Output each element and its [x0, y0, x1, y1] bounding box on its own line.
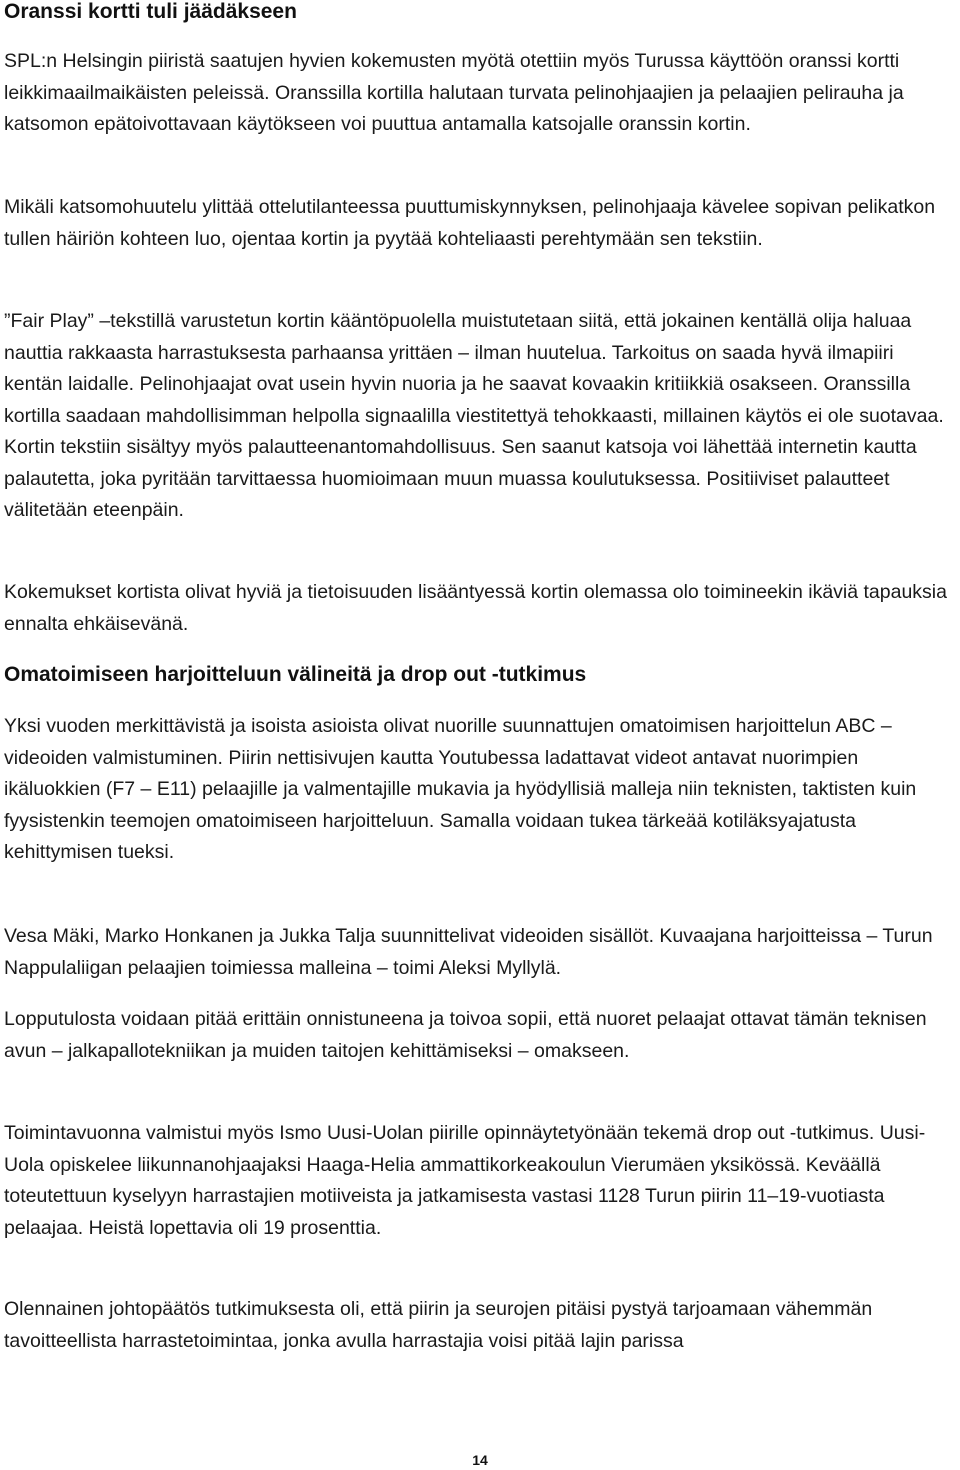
paragraph-orange-card-intro: SPL:n Helsingin piiristä saatujen hyvien kokemusten myötä otettiin myös Turussa käyttöön oranssi kortti leikkimaailmaikäisten peleissä. Oranssilla kortilla halutaan turvata pelinohjaajien ja pelaajien pelirauha ja katsomon epätoivottavaan käytökseen voi puuttua antamalla katsojalle oranssin kortin. [4, 50, 904, 135]
paragraph-abc-videos: Yksi vuoden merkittävistä ja isoista asioista olivat nuorille suunnattujen omatoimisen harjoittelun ABC –videoiden valmistuminen. Piirin nettisivujen kautta Youtubessa ladattavat videot antavat nuorimpien ikäluokkien (F7 – E11) pelaajille ja valmentajille mukavia ja hyödyllisiä malleja niin teknisten, taktisten kuin fyysistenkin teemojen omatoimiseen harjoitteluun. Samalla voidaan tukea tärkeää kotiläksyajatusta kehittymisen tueksi. [4, 715, 917, 863]
paragraph-heckling-threshold: Mikäli katsomohuutelu ylittää ottelutilanteessa puuttumiskynnyksen, pelinohjaaja kävelee sopivan pelikatkon tullen häiriön kohteen luo, ojentaa kortin ja pyytää kohteliaasti perehtymään sen tekstiin. [4, 196, 936, 250]
page-number: 14 [472, 1452, 488, 1468]
paragraph-fair-play: ”Fair Play” –tekstillä varustetun kortin kääntöpuolella muistutetaan siitä, että jokainen kentällä olija haluaa nauttia rakkaasta harrastuksesta parhaansa yrittäen – ilman huutelua. Tarkoitus on saada hyvä ilmapiiri kentän laidalle. Pelinohjaajat ovat usein hyvin nuoria ja he saavat kovaakin kritiikkiä osakseen. Oranssilla kortilla saadaan mahdollisimman helpolla signaalilla viestitettyä tehokkaasti, millainen käytös ei ole suotavaa. Kortin tekstiin sisältyy myös palautteenantomahdollisuus. Sen saanut katsoja voi lähettää internetin kautta palautetta, joka pyritään tarvittaessa huomioimaan muun muassa koulutuksessa. Positiiviset palautteet välitetään eteenpäin. [4, 310, 944, 521]
section-heading-training-tools: Omatoimiseen harjoitteluun välineitä ja drop out -tutkimus [4, 663, 587, 686]
paragraph-card-experiences: Kokemukset kortista olivat hyviä ja tietoisuuden lisääntyessä kortin olemassa olo toimineekin ikäviä tapauksia ennalta ehkäisevänä. [4, 581, 947, 635]
paragraph-drop-out-study: Toimintavuonna valmistui myös Ismo Uusi-Uolan piirille opinnäytetyönään tekemä drop out -tutkimus. Uusi-Uola opiskelee liikunnanohjaajaksi Haaga-Helia ammattikorkeakoulun Vierumäen yksikössä. Keväällä toteutettuun kyselyyn harrastajien motiiveista ja jatkamisesta vastasi 1128 Turun piirin 11–19-vuotiasta pelaajaa. Heistä lopettavia oli 19 prosenttia. [4, 1122, 926, 1239]
paragraph-conclusion: Olennainen johtopäätös tutkimuksesta oli, että piirin ja seurojen pitäisi pystyä tarjoamaan vähemmän tavoitteellista harrastetoimintaa, jonka avulla harrastajia voisi pitää lajin parissa [4, 1298, 873, 1352]
paragraph-video-credits: Vesa Mäki, Marko Honkanen ja Jukka Talja suunnittelivat videoiden sisällöt. Kuvaajana harjoitteissa – Turun Nappulaliigan pelaajien toimiessa malleina – toimi Aleksi Myllylä. [4, 925, 933, 979]
paragraph-outcome: Lopputulosta voidaan pitää erittäin onnistuneena ja toivoa sopii, että nuoret pelaajat ottavat tämän teknisen avun – jalkapallotekniikan ja muiden taitojen kehittämiseksi – omakseen. [4, 1008, 927, 1062]
section-heading-orange-card: Oranssi kortti tuli jäädäkseen [4, 0, 297, 23]
